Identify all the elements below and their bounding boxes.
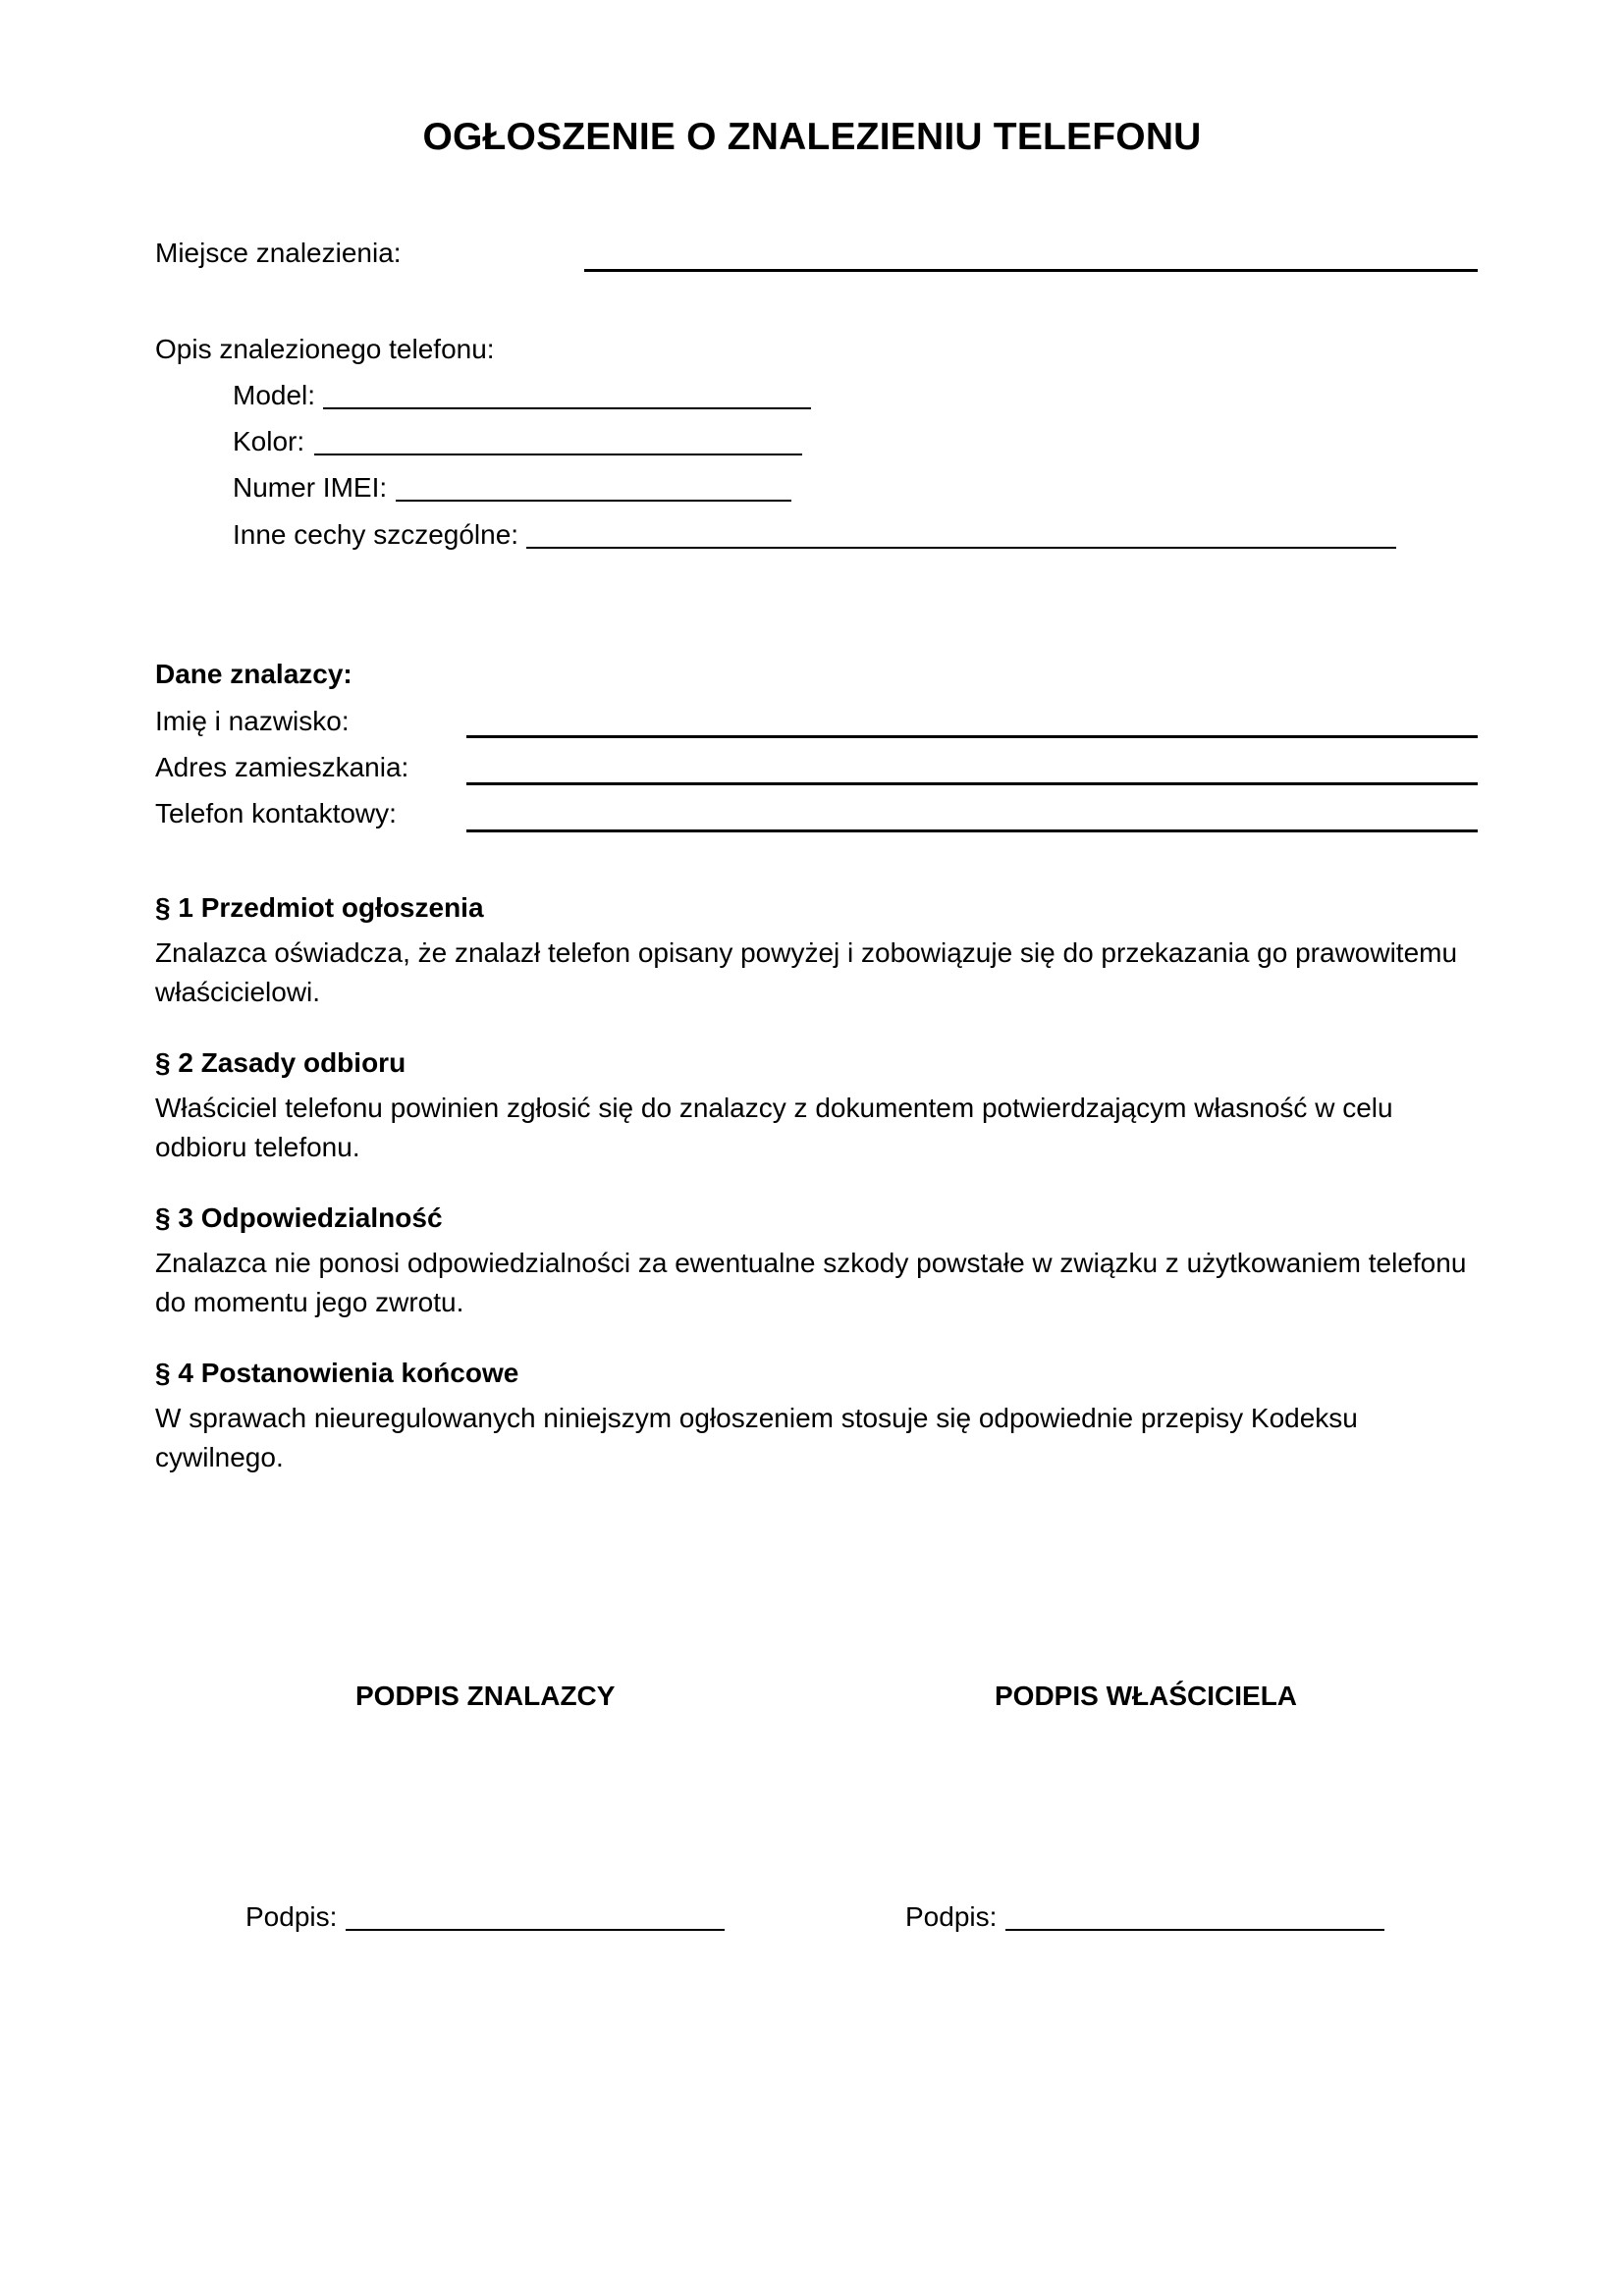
- features-label: Inne cechy szczególne:: [233, 519, 519, 550]
- place-field-line[interactable]: [584, 269, 1478, 272]
- finder-name-line[interactable]: [466, 735, 1478, 738]
- section-4-body: W sprawach nieuregulowanych niniejszym ogłoszeniem stosuje się odpowiednie przepisy Kodeksu cywilnego.: [155, 1403, 1358, 1472]
- section-3-heading: § 3 Odpowiedzialność: [155, 1202, 443, 1233]
- finder-signature-line[interactable]: [346, 1929, 725, 1931]
- owner-signature-line[interactable]: [1005, 1929, 1384, 1931]
- finder-phone-line[interactable]: [466, 829, 1478, 832]
- section-2-heading: § 2 Zasady odbioru: [155, 1047, 406, 1078]
- color-field-line[interactable]: [314, 454, 802, 455]
- finder-signature-heading: PODPIS ZNALAZCY: [355, 1681, 616, 1711]
- place-label: Miejsce znalezienia:: [155, 238, 402, 268]
- section-1-heading: § 1 Przedmiot ogłoszenia: [155, 892, 484, 923]
- owner-signature-heading: PODPIS WŁAŚCICIELA: [995, 1681, 1298, 1711]
- finder-name-label: Imię i nazwisko:: [155, 706, 350, 736]
- model-label: Model:: [233, 380, 316, 410]
- description-label: Opis znalezionego telefonu:: [155, 334, 495, 364]
- imei-label: Numer IMEI:: [233, 472, 388, 503]
- finder-address-label: Adres zamieszkania:: [155, 752, 409, 782]
- section-4-heading: § 4 Postanowienia końcowe: [155, 1358, 519, 1388]
- imei-field-line[interactable]: [396, 500, 791, 502]
- owner-signature-label: Podpis:: [905, 1901, 998, 1932]
- finder-address-line[interactable]: [466, 782, 1478, 785]
- features-field-line[interactable]: [526, 547, 1396, 549]
- finder-phone-label: Telefon kontaktowy:: [155, 798, 397, 828]
- section-3-body: Znalazca nie ponosi odpowiedzialności za ewentualne szkody powstałe w związku z użytkowaniem telefonu do momentu jego zwrotu.: [155, 1248, 1467, 1317]
- section-1-body: Znalazca oświadcza, że znalazł telefon opisany powyżej i zobowiązuje się do przekazania go prawowitemu właścicielowi.: [155, 937, 1458, 1007]
- color-label: Kolor:: [233, 426, 305, 456]
- document-title: OGŁOSZENIE O ZNALEZIENIU TELEFONU: [422, 116, 1202, 158]
- section-2-body: Właściciel telefonu powinien zgłosić się do znalazcy z dokumentem potwierdzającym własność w celu odbioru telefonu.: [155, 1093, 1393, 1162]
- finder-heading: Dane znalazcy:: [155, 659, 352, 689]
- model-field-line[interactable]: [323, 407, 811, 409]
- finder-signature-label: Podpis:: [245, 1901, 338, 1932]
